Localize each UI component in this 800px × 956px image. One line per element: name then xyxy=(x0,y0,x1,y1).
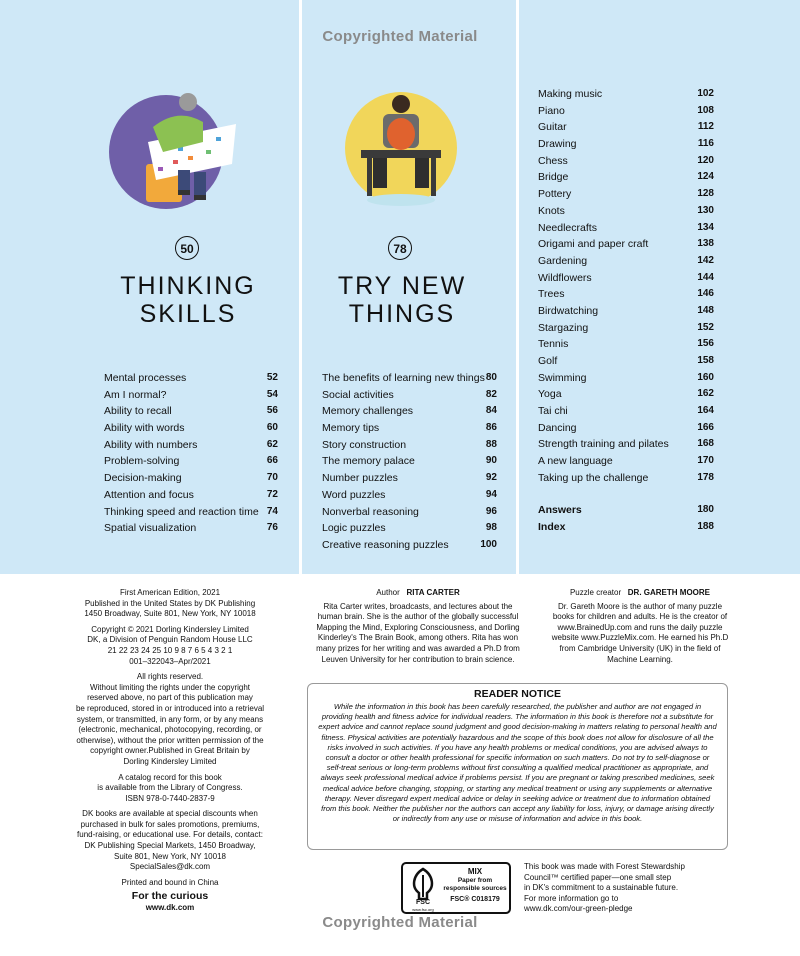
puzzle-illustration xyxy=(108,92,226,210)
imprint-line: ISBN 978-0-7440-2837-9 xyxy=(125,793,215,803)
chapter-title-line: THINKING xyxy=(120,272,256,300)
toc-entry-title: Piano xyxy=(538,104,565,117)
toc-entry-page: 74 xyxy=(266,505,278,517)
toc-entry-title: Making music xyxy=(538,88,603,100)
toc-entry[interactable] xyxy=(104,370,278,387)
toc-entry-page: 166 xyxy=(697,421,714,433)
chapter-title xyxy=(314,272,490,328)
creator-role: Puzzle creator xyxy=(569,588,622,597)
toc-entry-page: 102 xyxy=(697,88,714,99)
fsc-site: www.fsc.org xyxy=(412,907,434,912)
toc-entry-page: 82 xyxy=(485,388,497,400)
imprint-line: reserved above, no part of this publication may xyxy=(87,693,253,703)
bio-line: Kinderley's The Brain Book, among others. Rita has won xyxy=(317,633,519,643)
toc-entry-page: 108 xyxy=(697,104,714,116)
toc-entry-page: 90 xyxy=(485,455,497,467)
author-bio xyxy=(300,588,536,665)
toc-entry[interactable] xyxy=(538,169,714,186)
toc-entry[interactable] xyxy=(322,370,497,387)
bio-line: from Cambridge University (UK) in the field of xyxy=(559,643,721,653)
forest-note xyxy=(524,862,714,915)
toc-entry[interactable] xyxy=(104,504,278,521)
toc-entry-title: Memory challenges xyxy=(322,405,414,418)
toc-entry-title: Gardening xyxy=(538,254,588,267)
toc-entry-title: Problem-solving xyxy=(104,455,180,468)
toc-entry[interactable] xyxy=(538,253,714,270)
toc-entry-page: 188 xyxy=(697,520,714,532)
imprint-block xyxy=(70,588,270,914)
toc-entry-page: 92 xyxy=(485,472,497,484)
chapter-title-line: THINGS xyxy=(348,300,456,328)
toc-entry-page: 100 xyxy=(480,538,497,550)
toc-entry[interactable] xyxy=(104,420,278,437)
pottery-illustration xyxy=(343,92,458,207)
fsc-label xyxy=(443,867,507,907)
toc-entry-title: Thinking speed and reaction time xyxy=(104,505,259,518)
toc-entry[interactable] xyxy=(538,336,714,353)
toc-entry[interactable] xyxy=(322,487,497,504)
imprint-line: Dorling Kindersley Limited xyxy=(123,756,217,766)
imprint-line: 1450 Broadway, Suite 801, New York, NY 10018 xyxy=(84,609,256,619)
imprint-line: SpecialSales@dk.com xyxy=(129,862,211,872)
toc-entry-title: Decision-making xyxy=(104,472,182,485)
toc-back-matter xyxy=(538,502,714,535)
bio-line: website www.PuzzleMix.com. He earned his Ph.D xyxy=(551,633,729,643)
imprint-line: DK, a Division of Penguin Random House LLC xyxy=(87,635,253,645)
toc-entry-title: Number puzzles xyxy=(322,472,398,485)
toc-entry-title: Answers xyxy=(538,504,582,516)
toc-entry[interactable] xyxy=(322,420,497,437)
imprint-line: copyright owner.Published in Great Britain by xyxy=(90,746,250,756)
creator-name: DR. GARETH MOORE xyxy=(627,588,711,597)
toc-entry[interactable] xyxy=(538,153,714,170)
bio-line: books for children and adults. He is the creator of xyxy=(552,612,728,622)
imprint-line: be reproduced, stored in or introduced into a retrieval xyxy=(75,703,265,713)
toc-try-new-things xyxy=(322,370,497,554)
toc-entry[interactable] xyxy=(538,136,714,153)
toc-entry-title: Tennis xyxy=(538,338,569,351)
toc-entry-page: 170 xyxy=(697,455,714,467)
toc-entry-page: 168 xyxy=(697,438,714,450)
toc-entry[interactable] xyxy=(538,320,714,337)
toc-entry[interactable] xyxy=(104,437,278,454)
imprint-line: 001–322043–Apr/2021 xyxy=(129,656,211,666)
toc-entry[interactable] xyxy=(322,403,497,420)
imprint-line: otherwise), without the prior written permission of the xyxy=(76,735,264,745)
toc-entry-title: Guitar xyxy=(538,121,567,134)
forest-line: This book was made with Forest Stewardship xyxy=(524,862,685,871)
toc-entry-title: Memory tips xyxy=(322,422,380,435)
chapter-title xyxy=(100,272,276,328)
toc-entry-title: A new language xyxy=(538,455,613,468)
toc-entry[interactable] xyxy=(538,203,714,220)
toc-entry-page: 98 xyxy=(485,522,497,534)
imprint-line: Published in the United States by DK Publishing xyxy=(84,598,256,608)
toc-entry-title: Golf xyxy=(538,355,558,367)
toc-entry[interactable] xyxy=(322,520,497,537)
fsc-tree-icon xyxy=(407,867,439,911)
toc-entry-page: 116 xyxy=(697,138,714,150)
imprint-line: Copyright © 2021 Dorling Kindersley Limited xyxy=(91,624,249,634)
bio-line: Leuven University for her contribution to brain science. xyxy=(321,654,515,664)
toc-entry-page: 164 xyxy=(697,405,714,417)
column-divider xyxy=(516,0,519,574)
fsc-logo xyxy=(401,862,511,914)
toc-entry-title: Ability with words xyxy=(104,422,185,435)
toc-entry[interactable] xyxy=(104,487,278,504)
toc-entry-title: Yoga xyxy=(538,388,562,401)
toc-entry[interactable] xyxy=(322,537,497,554)
toc-entry-page: 112 xyxy=(697,121,714,133)
green-pledge-link[interactable]: www.dk.com/our-green-pledge xyxy=(524,904,633,914)
toc-entry-title: Taking up the challenge xyxy=(538,471,649,484)
toc-entry-title: Logic puzzles xyxy=(322,522,386,535)
toc-entry[interactable] xyxy=(538,86,714,103)
toc-entry[interactable] xyxy=(538,220,714,237)
toc-entry-title: Word puzzles xyxy=(322,488,386,501)
toc-entry[interactable] xyxy=(538,286,714,303)
bio-line: Machine Learning. xyxy=(607,654,673,664)
toc-entry-title: Swimming xyxy=(538,371,587,384)
imprint-line: system, or transmitted, in any form, or by any means xyxy=(76,714,264,724)
toc-entry-page: 60 xyxy=(266,422,278,434)
toc-entry-title: Pottery xyxy=(538,188,572,201)
dk-website[interactable]: www.dk.com xyxy=(145,903,195,913)
toc-entry[interactable] xyxy=(538,236,714,253)
tagline: For the curious xyxy=(131,890,209,903)
toc-entry-page: 84 xyxy=(485,405,497,417)
imprint-line: (electronic, mechanical, photocopying, recording, or xyxy=(78,725,262,735)
toc-entry-title: Drawing xyxy=(538,138,577,151)
chapter-page-number: 50 xyxy=(175,236,199,260)
bio-line: human brain. She is the author of the globally successful xyxy=(317,612,519,622)
toc-entry-title: Creative reasoning puzzles xyxy=(322,538,449,551)
toc-entry-title: Social activities xyxy=(322,388,394,401)
imprint-line: fund-raising, or educational use. For details, contact: xyxy=(77,830,263,840)
imprint-line: First American Edition, 2021 xyxy=(119,588,221,597)
author-role: Author xyxy=(376,588,400,597)
toc-entry[interactable] xyxy=(322,470,497,487)
bio-line: Rita Carter writes, broadcasts, and lectures about the xyxy=(323,601,513,611)
toc-entry-page: 144 xyxy=(697,271,714,283)
toc-entry-page: 160 xyxy=(697,371,714,383)
imprint-line: All rights reserved. xyxy=(136,672,204,682)
fsc-paper: Paper from xyxy=(457,877,493,884)
toc-entry-page: 76 xyxy=(266,522,278,534)
reader-notice-body: While the information in this book has been carefully researched, the publisher and author are not engaged in providing health and fitness advice for individual readers. The information in this book is therefore not a substitute for expert advice and cannot replace sound judgment and good decision-making in matters relating to personal health and fitness. Physical activities are potentially hazardous and the scope of this book does not allow for disclosure of all the risks involved in such activities. If you have any health problems or medical conditions, you are advised always to consult a doctor or other health professional for specific information on such matters. Do not try to self-diagnose or self-treat serious or long-term problems without first consulting a qualified medical practitioner as appropriate, and always seek professional medical advice if problems persist. If you are pregnant or taking prescribed medicines, seek medical advice before changing, stopping, or starting any medical treatment or using any supplements or alternative therapy. Never disregard expert medical advice or delay in seeking advice or treatment due to information obtained from this book. Neither the publisher nor the authors can accept any liability for loss, injury, or damage arising directly or indirectly from any use or misuse of information and advice in this book. xyxy=(318,702,717,824)
imprint-line: A catalog record for this book xyxy=(118,772,222,782)
toc-entry-title: Origami and paper craft xyxy=(538,238,649,251)
forest-line: Council™ certified paper—one small step xyxy=(524,872,672,882)
toc-entry-page: 124 xyxy=(697,171,714,183)
toc-entry-page: 130 xyxy=(697,204,714,216)
toc-entry[interactable] xyxy=(322,387,497,404)
toc-entry-page: 152 xyxy=(697,321,714,333)
toc-entry[interactable] xyxy=(538,119,714,136)
toc-entry-title: Bridge xyxy=(538,171,569,184)
toc-entry[interactable] xyxy=(538,502,714,519)
toc-entry-title: Ability with numbers xyxy=(104,438,198,451)
toc-entry[interactable] xyxy=(104,387,278,404)
chapter-page-number: 78 xyxy=(388,236,412,260)
toc-entry-page: 86 xyxy=(485,422,497,434)
toc-entry[interactable] xyxy=(104,470,278,487)
toc-entry[interactable] xyxy=(538,436,714,453)
toc-entry[interactable] xyxy=(538,370,714,387)
toc-entry-title: Spatial visualization xyxy=(104,522,197,535)
toc-entry-page: 96 xyxy=(485,505,497,517)
bio-line: Dr. Gareth Moore is the author of many puzzle xyxy=(557,601,723,611)
toc-entry-title: Story construction xyxy=(322,438,407,451)
toc-entry-title: Mental processes xyxy=(104,372,187,384)
imprint-line: purchased in bulk for sales promotions, premiums, xyxy=(80,819,260,829)
toc-entry-page: 128 xyxy=(697,188,714,200)
toc-entry-page: 138 xyxy=(697,238,714,250)
toc-entry-title: Strength training and pilates xyxy=(538,438,669,451)
toc-entry-page: 158 xyxy=(697,355,714,366)
fsc-code: FSC® C018179 xyxy=(450,896,500,903)
toc-entry[interactable] xyxy=(538,303,714,320)
imprint-line: Without limiting the rights under the copyright xyxy=(89,682,251,692)
toc-entry-title: Attention and focus xyxy=(104,488,194,501)
toc-entry-page: 88 xyxy=(485,438,497,450)
forest-line: For more information go to xyxy=(524,893,619,903)
toc-thinking-skills xyxy=(104,370,278,537)
toc-entry-page: 54 xyxy=(266,388,278,400)
toc-entry[interactable] xyxy=(104,403,278,420)
creator-bio xyxy=(540,588,740,665)
bio-line: www.BrainedUp.com and runs the daily puzzle xyxy=(557,622,723,632)
toc-entry-title: Trees xyxy=(538,288,565,301)
bio-line: many prizes for her writing and was awarded a Ph.D from xyxy=(316,643,520,653)
toc-entry[interactable] xyxy=(538,420,714,437)
chapter-title-line: TRY NEW xyxy=(337,272,467,300)
imprint-line: Printed and bound in China xyxy=(121,877,219,887)
toc-entry-page: 156 xyxy=(697,338,714,350)
toc-entry-page: 146 xyxy=(697,288,714,300)
toc-entry-title: Needlecrafts xyxy=(538,221,597,234)
toc-entry-page: 56 xyxy=(266,405,278,417)
toc-entry-page: 62 xyxy=(266,438,278,450)
toc-entry-page: 162 xyxy=(697,388,714,400)
toc-entry[interactable] xyxy=(322,437,497,454)
toc-entry[interactable] xyxy=(322,453,497,470)
toc-entry[interactable] xyxy=(104,520,278,537)
toc-entry-page: 70 xyxy=(266,472,278,484)
toc-entry-page: 80 xyxy=(485,372,497,383)
toc-entry-title: Wildflowers xyxy=(538,271,592,284)
watermark-top: Copyrighted Material xyxy=(322,28,478,45)
toc-entry[interactable] xyxy=(538,453,714,470)
toc-entry-page: 142 xyxy=(697,254,714,266)
toc-entry[interactable] xyxy=(538,403,714,420)
toc-entry-title: Stargazing xyxy=(538,321,589,334)
imprint-line: Suite 801, New York, NY 10018 xyxy=(114,851,226,861)
reader-notice-title: READER NOTICE xyxy=(474,688,561,700)
toc-entry-page: 120 xyxy=(697,154,714,166)
toc-entry[interactable] xyxy=(322,504,497,521)
toc-entry-title: Birdwatching xyxy=(538,304,599,317)
toc-entry[interactable] xyxy=(538,353,714,370)
toc-entry-page: 148 xyxy=(697,304,714,316)
toc-entry-page: 180 xyxy=(697,504,714,515)
toc-entry-title: Tai chi xyxy=(538,405,568,418)
toc-entry-title: Am I normal? xyxy=(104,388,167,401)
author-name: RITA CARTER xyxy=(406,588,460,597)
toc-entry[interactable] xyxy=(538,470,714,487)
toc-entry-title: Index xyxy=(538,520,566,533)
toc-entry-title: The memory palace xyxy=(322,455,415,468)
toc-entry[interactable] xyxy=(538,103,714,120)
toc-entry-title: Ability to recall xyxy=(104,405,172,418)
toc-entry-page: 178 xyxy=(697,471,714,483)
toc-entry-title: Chess xyxy=(538,154,568,167)
watermark-bottom: Copyrighted Material xyxy=(322,914,478,931)
imprint-line: 21 22 23 24 25 10 9 8 7 6 5 4 3 2 1 xyxy=(107,645,233,655)
toc-entry-title: Dancing xyxy=(538,421,577,434)
imprint-line: DK books are available at special discounts when xyxy=(82,809,258,819)
toc-entry-page: 52 xyxy=(266,372,278,383)
forest-line: in DK's commitment to a sustainable future. xyxy=(524,883,679,893)
toc-entry[interactable] xyxy=(538,386,714,403)
toc-entry-title: The benefits of learning new things xyxy=(322,372,485,384)
fsc-mix: MIX xyxy=(467,867,483,876)
toc-entry-page: 134 xyxy=(697,221,714,233)
bio-line: Mapping the Mind, Exploring Consciousness, and Dorling xyxy=(316,622,520,632)
toc-entry-title: Nonverbal reasoning xyxy=(322,505,419,518)
toc-entry[interactable] xyxy=(538,186,714,203)
toc-entry[interactable] xyxy=(104,453,278,470)
imprint-line: is available from the Library of Congress. xyxy=(97,783,243,793)
toc-activities xyxy=(538,86,714,487)
column-divider xyxy=(299,0,302,574)
fsc-sources: responsible sources xyxy=(443,885,507,892)
toc-entry-page: 72 xyxy=(266,488,278,500)
chapter-title-line: SKILLS xyxy=(139,300,237,328)
toc-entry[interactable] xyxy=(538,519,714,536)
toc-entry-page: 94 xyxy=(485,488,497,500)
toc-entry-title: Knots xyxy=(538,204,565,217)
fsc-brand: FSC xyxy=(416,899,430,906)
toc-entry-page: 66 xyxy=(266,455,278,467)
imprint-line: DK Publishing Special Markets, 1450 Broadway, xyxy=(84,841,256,851)
toc-entry[interactable] xyxy=(538,270,714,287)
reader-notice xyxy=(307,683,728,850)
